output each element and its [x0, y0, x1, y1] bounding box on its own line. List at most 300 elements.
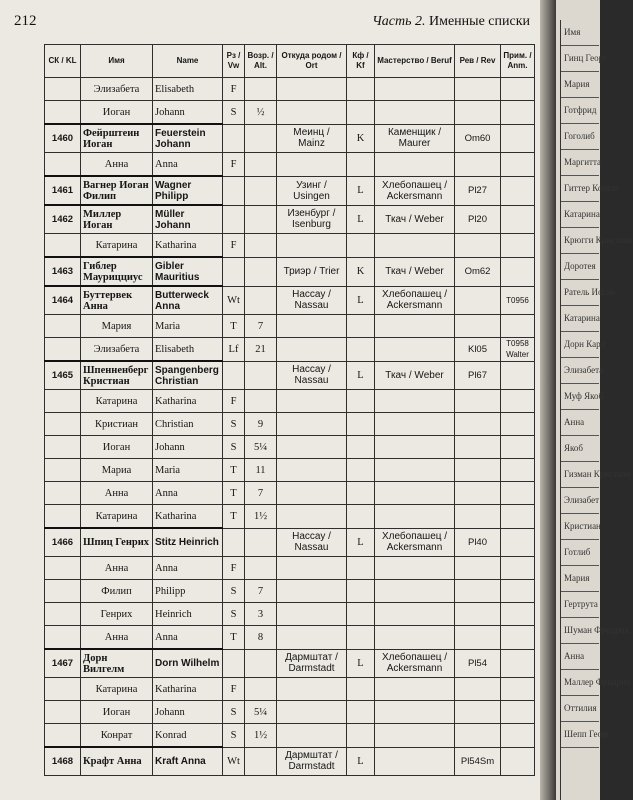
table-row [45, 315, 535, 338]
row-age [245, 286, 277, 315]
row-name-russian: Вагнер Иоган Филип [81, 176, 153, 205]
row-note [501, 482, 535, 505]
row-ck-number: 1468 [45, 747, 81, 776]
row-note [501, 649, 535, 678]
row-note: T0956 [501, 286, 535, 315]
row-relation: Lf [223, 338, 245, 362]
row-note [501, 678, 535, 701]
column-header-origin: Откуда родом / Ort [277, 45, 347, 78]
row-note [501, 205, 535, 234]
row-name-german: Katharina [153, 678, 223, 701]
row-ck-number [45, 234, 81, 258]
table-row-family-head [45, 361, 535, 390]
row-age: 1½ [245, 724, 277, 748]
row-origin [277, 724, 347, 748]
row-name-russian: Шпенненберг Кристиан [81, 361, 153, 390]
row-note [501, 459, 535, 482]
row-ck-number: 1461 [45, 176, 81, 205]
settler-roster-table [44, 44, 535, 776]
row-name-russian: Элизабета [81, 338, 153, 362]
row-relation: F [223, 390, 245, 413]
facing-page-fragment: Муф Якоб [561, 384, 599, 410]
row-relation: S [223, 603, 245, 626]
row-relation [223, 205, 245, 234]
row-note [501, 361, 535, 390]
row-rev [455, 286, 501, 315]
column-header-name-de: Name [153, 45, 223, 78]
book-gutter [540, 0, 556, 800]
table-row-family-head [45, 124, 535, 153]
row-kf [347, 626, 375, 650]
row-origin [277, 603, 347, 626]
row-origin [277, 153, 347, 177]
facing-page-fragment: Дорн Карл [561, 332, 599, 358]
facing-page-fragment: Готлиб [561, 540, 599, 566]
row-age: 9 [245, 413, 277, 436]
row-origin [277, 459, 347, 482]
row-origin [277, 701, 347, 724]
row-trade [375, 234, 455, 258]
facing-page-fragment: Мария [561, 72, 599, 98]
row-age [245, 747, 277, 776]
table-row [45, 234, 535, 258]
row-kf [347, 315, 375, 338]
row-trade: Ткач / Weber [375, 361, 455, 390]
row-trade [375, 390, 455, 413]
row-trade [375, 678, 455, 701]
row-trade [375, 482, 455, 505]
row-origin [277, 436, 347, 459]
row-name-german: Katharina [153, 234, 223, 258]
row-kf [347, 580, 375, 603]
row-origin [277, 78, 347, 101]
row-note [501, 580, 535, 603]
row-rev [455, 701, 501, 724]
row-name-russian: Кристиан [81, 413, 153, 436]
row-ck-number [45, 413, 81, 436]
row-relation: S [223, 580, 245, 603]
row-age: 1½ [245, 505, 277, 529]
row-age: 7 [245, 580, 277, 603]
facing-page-fragment: Кристиан [561, 514, 599, 540]
running-title-part: Часть 2. [372, 14, 426, 29]
row-name-russian: Анна [81, 153, 153, 177]
row-name-russian: Фейрштеин Иоган [81, 124, 153, 153]
row-kf [347, 678, 375, 701]
table-row [45, 459, 535, 482]
row-note [501, 603, 535, 626]
row-ck-number [45, 557, 81, 580]
facing-page-fragment: Гинц Георг [561, 46, 599, 72]
row-name-russian: Катарина [81, 234, 153, 258]
row-ck-number [45, 315, 81, 338]
row-rev [455, 482, 501, 505]
row-ck-number [45, 101, 81, 125]
row-trade [375, 701, 455, 724]
facing-page-fragment: Оттилия [561, 696, 599, 722]
row-rev [455, 459, 501, 482]
row-name-german: Butterweck Anna [153, 286, 223, 315]
row-rev [455, 390, 501, 413]
facing-page-fragment: Анна [561, 410, 599, 436]
column-header-trade: Мастерство / Beruf [375, 45, 455, 78]
row-name-russian: Анна [81, 626, 153, 650]
row-name-russian: Иоган [81, 701, 153, 724]
row-relation: F [223, 153, 245, 177]
row-ck-number [45, 603, 81, 626]
row-rev: Pl20 [455, 205, 501, 234]
row-age: 5¼ [245, 436, 277, 459]
row-name-german: Johann [153, 436, 223, 459]
row-trade [375, 626, 455, 650]
running-title [372, 14, 530, 30]
row-ck-number [45, 338, 81, 362]
row-rev [455, 153, 501, 177]
row-origin: Дармштат / Darmstadt [277, 649, 347, 678]
row-name-russian: Мария [81, 315, 153, 338]
row-ck-number [45, 482, 81, 505]
row-origin [277, 338, 347, 362]
row-relation [223, 124, 245, 153]
row-kf [347, 436, 375, 459]
row-origin [277, 557, 347, 580]
row-kf [347, 413, 375, 436]
row-relation [223, 361, 245, 390]
table-row-family-head [45, 747, 535, 776]
row-rev [455, 78, 501, 101]
row-kf [347, 101, 375, 125]
facing-page-fragment: Катарина [561, 202, 599, 228]
row-relation: F [223, 234, 245, 258]
table-row [45, 390, 535, 413]
row-trade [375, 747, 455, 776]
row-age: 7 [245, 315, 277, 338]
row-origin [277, 580, 347, 603]
table-row [45, 724, 535, 748]
row-origin [277, 390, 347, 413]
row-origin: Нассау / Nassau [277, 286, 347, 315]
row-name-german: Konrad [153, 724, 223, 748]
row-note: T0958 Walter [501, 338, 535, 362]
table-row [45, 338, 535, 362]
row-name-russian: Конрат [81, 724, 153, 748]
row-relation: T [223, 626, 245, 650]
row-age: 8 [245, 626, 277, 650]
row-relation: S [223, 724, 245, 748]
row-ck-number [45, 580, 81, 603]
row-trade [375, 101, 455, 125]
row-relation: S [223, 413, 245, 436]
row-ck-number [45, 459, 81, 482]
table-row [45, 678, 535, 701]
row-trade: Хлебопашец / Ackersmann [375, 176, 455, 205]
table-row [45, 626, 535, 650]
row-name-russian: Гиблер Маурицциус [81, 257, 153, 286]
row-kf: L [347, 286, 375, 315]
page-header [14, 4, 534, 30]
row-relation: T [223, 505, 245, 529]
row-age [245, 124, 277, 153]
table-row [45, 101, 535, 125]
row-age: ½ [245, 101, 277, 125]
facing-page-fragment: Готфрид [561, 98, 599, 124]
facing-page-fragment: Крюгги Кристиан [561, 228, 599, 254]
row-name-german: Spangenberg Christian [153, 361, 223, 390]
row-trade [375, 557, 455, 580]
row-relation: F [223, 557, 245, 580]
row-rev: Pl27 [455, 176, 501, 205]
facing-page-fragment: Доротея [561, 254, 599, 280]
row-kf: K [347, 124, 375, 153]
table-row [45, 701, 535, 724]
row-kf [347, 557, 375, 580]
row-note [501, 124, 535, 153]
row-relation: T [223, 315, 245, 338]
row-note [501, 557, 535, 580]
row-age [245, 205, 277, 234]
row-rev: Pl54Sm [455, 747, 501, 776]
row-trade: Каменщик / Maurer [375, 124, 455, 153]
row-rev [455, 626, 501, 650]
row-name-russian: Дорн Вилгелм [81, 649, 153, 678]
row-kf [347, 603, 375, 626]
row-rev [455, 234, 501, 258]
row-name-german: Anna [153, 626, 223, 650]
row-trade [375, 603, 455, 626]
row-rev [455, 557, 501, 580]
row-rev [455, 436, 501, 459]
facing-page-edge [556, 0, 633, 800]
row-ck-number: 1460 [45, 124, 81, 153]
column-header-note: Прим. / Anm. [501, 45, 535, 78]
row-relation: Wt [223, 286, 245, 315]
table-row-family-head [45, 257, 535, 286]
row-age [245, 678, 277, 701]
row-relation [223, 257, 245, 286]
row-name-german: Katharina [153, 505, 223, 529]
row-kf [347, 390, 375, 413]
row-kf [347, 78, 375, 101]
row-name-german: Dorn Wilhelm [153, 649, 223, 678]
row-relation [223, 528, 245, 557]
row-kf [347, 701, 375, 724]
row-name-german: Gibler Mauritius [153, 257, 223, 286]
row-origin [277, 626, 347, 650]
row-origin [277, 101, 347, 125]
row-ck-number: 1463 [45, 257, 81, 286]
row-note [501, 724, 535, 748]
row-kf [347, 459, 375, 482]
row-name-russian: Иоган [81, 436, 153, 459]
row-kf [347, 338, 375, 362]
table-row [45, 482, 535, 505]
facing-page-fragment: Катарина [561, 306, 599, 332]
row-name-german: Feuerstein Johann [153, 124, 223, 153]
row-rev [455, 580, 501, 603]
row-note [501, 747, 535, 776]
row-trade [375, 338, 455, 362]
row-note [501, 436, 535, 459]
row-name-russian: Филип [81, 580, 153, 603]
row-ck-number: 1464 [45, 286, 81, 315]
row-age: 21 [245, 338, 277, 362]
row-rev [455, 603, 501, 626]
row-relation: T [223, 482, 245, 505]
row-ck-number: 1465 [45, 361, 81, 390]
row-name-russian: Катарина [81, 678, 153, 701]
row-name-russian: Анна [81, 557, 153, 580]
row-relation: S [223, 701, 245, 724]
row-name-russian: Анна [81, 482, 153, 505]
row-rev: Pl40 [455, 528, 501, 557]
row-name-german: Maria [153, 459, 223, 482]
roster-body [45, 78, 535, 776]
column-header-kf: Кф / Kf [347, 45, 375, 78]
column-header-rev: Рев / Rev [455, 45, 501, 78]
row-kf [347, 505, 375, 529]
row-ck-number [45, 701, 81, 724]
row-note [501, 153, 535, 177]
row-name-russian: Элизабета [81, 78, 153, 101]
row-trade: Ткач / Weber [375, 257, 455, 286]
row-origin [277, 505, 347, 529]
table-row [45, 603, 535, 626]
running-title-section: Именные списки [429, 14, 530, 29]
row-trade [375, 724, 455, 748]
row-ck-number: 1462 [45, 205, 81, 234]
row-origin: Узинг / Usingen [277, 176, 347, 205]
row-relation [223, 176, 245, 205]
facing-page-fragment: Гоголиб [561, 124, 599, 150]
row-name-german: Anna [153, 153, 223, 177]
table-row-family-head [45, 176, 535, 205]
facing-page-fragment: Гизман Кристиан [561, 462, 599, 488]
row-note [501, 413, 535, 436]
row-name-russian: Иоган [81, 101, 153, 125]
row-kf: L [347, 747, 375, 776]
row-age [245, 528, 277, 557]
row-age [245, 557, 277, 580]
row-trade [375, 413, 455, 436]
column-header-age: Возр. / Alt. [245, 45, 277, 78]
facing-page-fragment: Шуман Фридрих [561, 618, 599, 644]
row-note [501, 176, 535, 205]
facing-page-fragment: Маллер Фридрих [561, 670, 599, 696]
row-kf [347, 724, 375, 748]
row-rev: Pl67 [455, 361, 501, 390]
facing-page-fragment: Анна [561, 644, 599, 670]
facing-page-fragment: Гиттер Конрат [561, 176, 599, 202]
row-kf: L [347, 176, 375, 205]
row-name-russian: Миллер Иоган [81, 205, 153, 234]
row-ck-number [45, 78, 81, 101]
row-name-german: Anna [153, 482, 223, 505]
row-name-german: Elisabeth [153, 338, 223, 362]
facing-page-fragment: Элизабета [561, 358, 599, 384]
table-row [45, 78, 535, 101]
row-note [501, 528, 535, 557]
row-ck-number [45, 153, 81, 177]
facing-page-fragment: Ратель Иоган [561, 280, 599, 306]
row-kf: L [347, 361, 375, 390]
row-name-german: Johann [153, 101, 223, 125]
row-name-russian: Шпиц Генрих [81, 528, 153, 557]
row-kf: K [347, 257, 375, 286]
row-name-german: Heinrich [153, 603, 223, 626]
row-trade [375, 436, 455, 459]
row-name-russian: Генрих [81, 603, 153, 626]
row-name-german: Müller Johann [153, 205, 223, 234]
row-name-russian: Катарина [81, 390, 153, 413]
column-header-relation: Рз / Vw [223, 45, 245, 78]
row-name-german: Maria [153, 315, 223, 338]
facing-page-fragment: Шепп Георг [561, 722, 599, 748]
row-trade [375, 78, 455, 101]
row-name-russian: Мариа [81, 459, 153, 482]
row-note [501, 234, 535, 258]
row-origin: Нассау / Nassau [277, 528, 347, 557]
row-kf: L [347, 205, 375, 234]
table-row [45, 557, 535, 580]
row-age: 11 [245, 459, 277, 482]
table-row-family-head [45, 649, 535, 678]
table-row [45, 436, 535, 459]
row-origin: Изенбург / Isenburg [277, 205, 347, 234]
row-ck-number: 1467 [45, 649, 81, 678]
row-name-german: Katharina [153, 390, 223, 413]
row-origin [277, 678, 347, 701]
row-trade: Ткач / Weber [375, 205, 455, 234]
table-row [45, 580, 535, 603]
row-rev [455, 678, 501, 701]
row-ck-number [45, 626, 81, 650]
facing-page-fragment: Якоб [561, 436, 599, 462]
row-note [501, 505, 535, 529]
column-header-ck: СК / KL [45, 45, 81, 78]
row-trade [375, 580, 455, 603]
row-age: 3 [245, 603, 277, 626]
row-age [245, 390, 277, 413]
row-age [245, 361, 277, 390]
row-origin: Нассау / Nassau [277, 361, 347, 390]
row-rev [455, 101, 501, 125]
table-row-family-head [45, 205, 535, 234]
facing-page-fragment: Маргитта [561, 150, 599, 176]
row-ck-number [45, 678, 81, 701]
row-rev: Om62 [455, 257, 501, 286]
row-rev [455, 413, 501, 436]
facing-page-fragment: Мария [561, 566, 599, 592]
row-name-german: Kraft Anna [153, 747, 223, 776]
row-kf [347, 234, 375, 258]
row-trade: Хлебопашец / Ackersmann [375, 649, 455, 678]
row-relation: F [223, 678, 245, 701]
page-number: 212 [14, 13, 37, 29]
row-ck-number [45, 436, 81, 459]
table-row [45, 153, 535, 177]
row-name-russian: Катарина [81, 505, 153, 529]
row-age [245, 78, 277, 101]
row-kf [347, 153, 375, 177]
row-ck-number [45, 390, 81, 413]
row-note [501, 101, 535, 125]
row-ck-number [45, 724, 81, 748]
row-note [501, 315, 535, 338]
row-trade [375, 505, 455, 529]
row-name-german: Anna [153, 557, 223, 580]
row-relation [223, 649, 245, 678]
table-row-family-head [45, 286, 535, 315]
